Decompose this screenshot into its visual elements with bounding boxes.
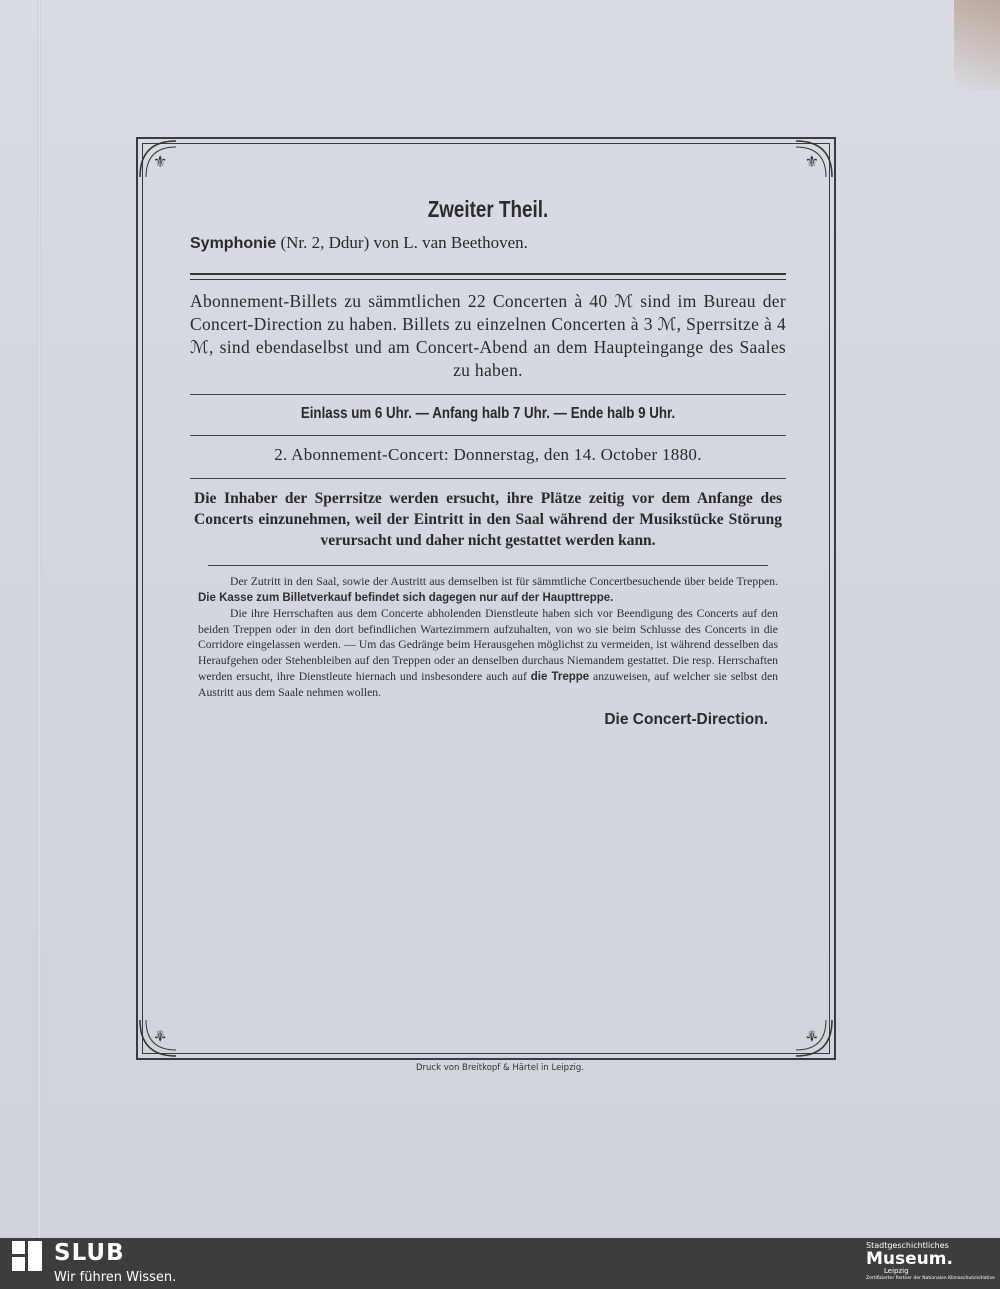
times-line: Einlass um 6 Uhr. — Anfang halb 7 Uhr. — Ende halb 9 Uhr. bbox=[300, 405, 676, 422]
svg-text:⚜: ⚜ bbox=[153, 152, 168, 171]
small-print-paragraph bbox=[198, 574, 778, 606]
small-print-bold: Die Kasse zum Billetverkauf befindet sich dagegen nur auf der Haupttreppe. bbox=[198, 591, 614, 604]
museum-logo[interactable] bbox=[866, 1241, 995, 1281]
corner-ornament-icon bbox=[136, 1014, 182, 1060]
next-concert-line: 2. Abonnement-Concert: Donnerstag, den 14. October 1880. bbox=[274, 445, 702, 464]
museum-top-text: Stadtgeschichtliches bbox=[866, 1241, 949, 1250]
slub-logo-icon[interactable] bbox=[12, 1241, 42, 1271]
small-print-bold: die Treppe bbox=[530, 670, 590, 683]
corner-ornament-icon bbox=[790, 1014, 836, 1060]
small-print-paragraph bbox=[198, 606, 778, 701]
short-divider bbox=[208, 565, 768, 566]
symphony-line bbox=[190, 233, 786, 253]
svg-text:⚜: ⚜ bbox=[153, 1026, 168, 1045]
small-print-text: Der Zutritt in den Saal, sowie der Austritt aus demselben ist für sämmtliche Concertbesuchende über beide Treppen. bbox=[230, 575, 778, 588]
svg-text:⚜: ⚜ bbox=[804, 1026, 819, 1045]
printer-imprint: Druck von Breitkopf & Härtel in Leipzig. bbox=[415, 1063, 584, 1073]
paper-corner-stain bbox=[954, 0, 1000, 90]
library-name[interactable]: SLUB bbox=[54, 1240, 125, 1266]
small-print-text: Die ihre Herrschaften aus dem Concerte abholenden Dienstleute haben sich vor Beendigung des Concerts auf den beiden Treppen oder in den dort befindlichen Wartezimmern aufzuhalten, von wo sie beim Schlusse des Concerts in die Corridore eingelassen werden. — Um das Gedränge beim Herausgehen möglichst zu vermeiden, ist während desselben das Heraufgehen oder Stehenbleiben auf den Treppen oder an denselben durchaus Niemandem gestattet. Die resp. Herrschaften werden ersucht, ihre Dienstleute hiernach und insbesondere auch auf bbox=[198, 607, 778, 683]
small-print-text: anzuweisen, auf welcher sie selbst den Austritt aus dem Saale nehmen wollen. bbox=[198, 669, 779, 700]
seat-notice: Die Inhaber der Sperrsitze werden ersucht, ihre Plätze zeitig vor dem Anfange des Concerts einzunehmen, weil der Eintritt in den Saal während der Musikstücke Störung verursacht und daher nicht gestattet werden kann. bbox=[194, 490, 782, 549]
svg-text:⚜: ⚜ bbox=[804, 152, 819, 171]
double-divider bbox=[190, 273, 786, 280]
abonnement-text: Abonnement-Billets zu sämmtlichen 22 Concerten à 40 ℳ sind im Bureau der Concert-Direction zu haben. Billets zu einzelnen Concerten à 3 ℳ, Sperrsitze à 4 ℳ, sind ebendaselbst und am Concert-Abend an dem Haupteingange des Saales zu haben. bbox=[190, 291, 786, 380]
corner-ornament-icon bbox=[790, 137, 836, 183]
programme-content bbox=[190, 190, 786, 729]
divider bbox=[190, 394, 786, 395]
small-print bbox=[190, 574, 786, 701]
corner-ornament-icon bbox=[136, 137, 182, 183]
symphony-name: Symphonie bbox=[190, 235, 277, 252]
divider bbox=[190, 478, 786, 479]
library-tagline: Wir führen Wissen. bbox=[54, 1270, 177, 1285]
symphony-detail: (Nr. 2, Ddur) von L. van Beethoven. bbox=[280, 233, 528, 252]
viewer-footer bbox=[0, 1238, 1000, 1289]
museum-certification: Zertifizierter Partner der Nationalen Klimaschutzinitiative bbox=[866, 1276, 995, 1281]
fold-line bbox=[37, 0, 41, 1238]
museum-name: Museum. bbox=[866, 1249, 953, 1269]
section-title: Zweiter Theil. bbox=[427, 196, 549, 222]
signature: Die Concert-Direction. bbox=[604, 710, 768, 728]
museum-city: Leipzig bbox=[884, 1267, 909, 1275]
divider bbox=[190, 435, 786, 436]
